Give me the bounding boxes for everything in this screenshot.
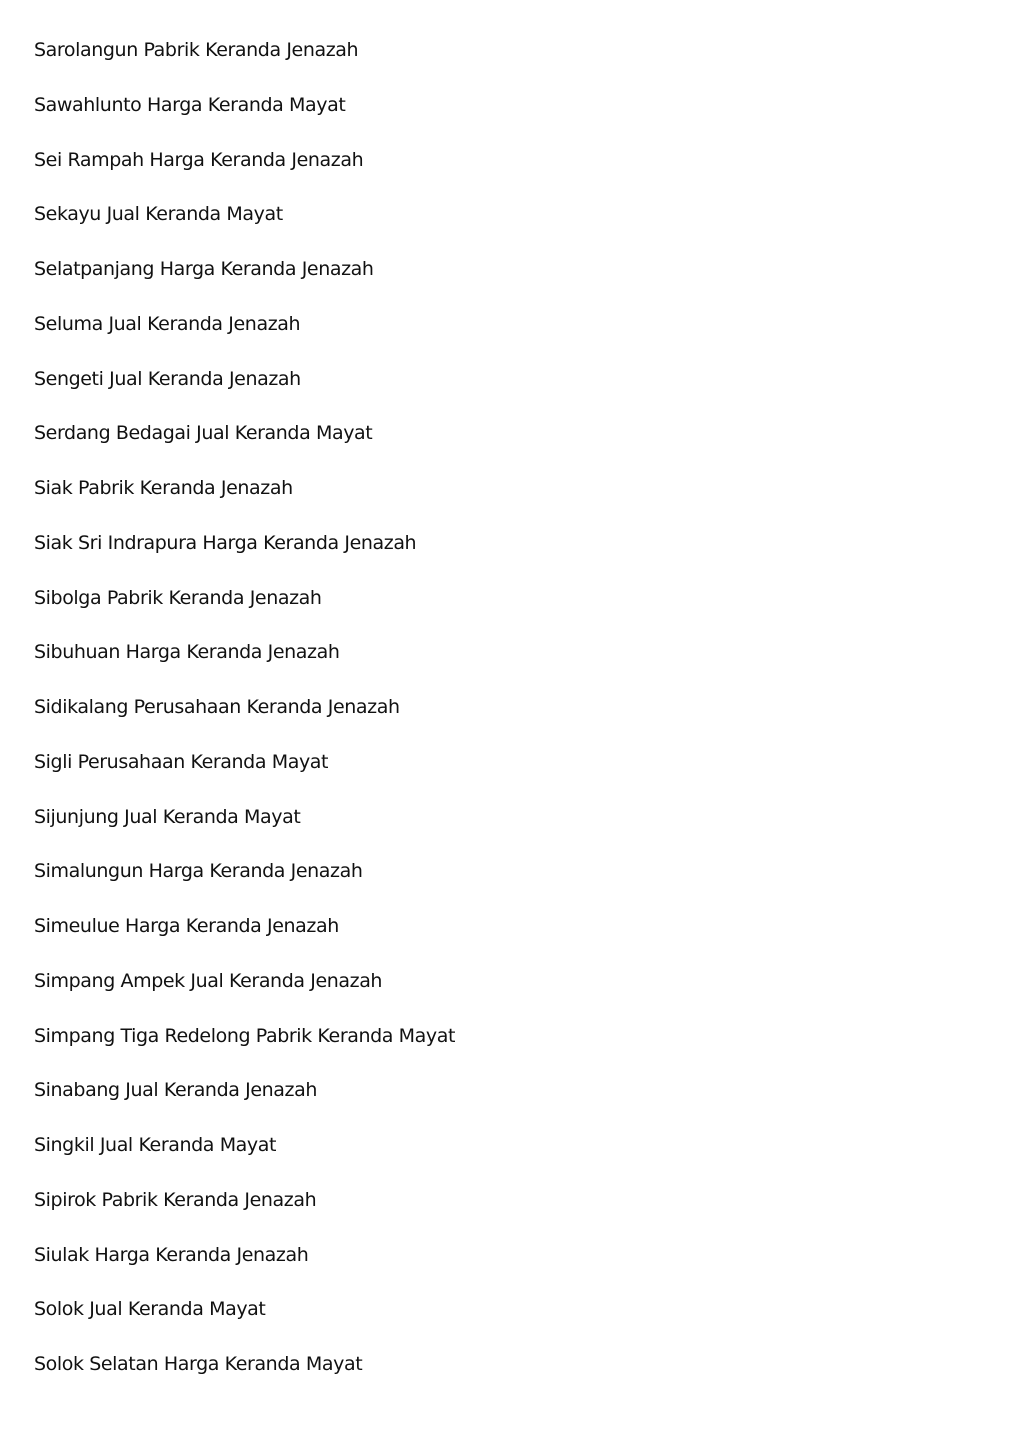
list-item: Solok Selatan Harga Keranda Mayat xyxy=(34,1353,363,1375)
list-item: Siak Pabrik Keranda Jenazah xyxy=(34,477,293,499)
list-item: Serdang Bedagai Jual Keranda Mayat xyxy=(34,422,373,445)
list-item: Simalungun Harga Keranda Jenazah xyxy=(34,860,363,883)
list-item: Sengeti Jual Keranda Jenazah xyxy=(34,367,301,390)
list-item: Simpang Ampek Jual Keranda Jenazah xyxy=(34,969,383,992)
list-item: Siak Sri Indrapura Harga Keranda Jenazah xyxy=(34,531,417,554)
list-item: Siulak Harga Keranda Jenazah xyxy=(34,1243,309,1266)
list-item: Simeulue Harga Keranda Jenazah xyxy=(34,915,339,937)
list-item: Singkil Jual Keranda Mayat xyxy=(34,1134,277,1156)
list-item: Sibuhuan Harga Keranda Jenazah xyxy=(34,641,340,664)
list-item: Sinabang Jual Keranda Jenazah xyxy=(34,1079,317,1102)
list-item: Sigli Perusahaan Keranda Mayat xyxy=(34,750,329,773)
list-item: Sekayu Jual Keranda Mayat xyxy=(34,203,283,226)
list-item: Sijunjung Jual Keranda Mayat xyxy=(34,805,301,828)
entry-list xyxy=(34,36,455,1405)
list-item: Simpang Tiga Redelong Pabrik Keranda Mayat xyxy=(34,1024,456,1047)
list-item: Sei Rampah Harga Keranda Jenazah xyxy=(34,148,364,171)
list-item: Solok Jual Keranda Mayat xyxy=(34,1298,266,1321)
list-item: Sibolga Pabrik Keranda Jenazah xyxy=(34,586,322,609)
list-item: Sipirok Pabrik Keranda Jenazah xyxy=(34,1188,317,1211)
list-item: Sawahlunto Harga Keranda Mayat xyxy=(34,93,346,116)
list-item: Selatpanjang Harga Keranda Jenazah xyxy=(34,258,374,280)
list-item: Sidikalang Perusahaan Keranda Jenazah xyxy=(34,696,400,718)
list-item: Seluma Jual Keranda Jenazah xyxy=(34,312,301,335)
list-item: Sarolangun Pabrik Keranda Jenazah xyxy=(34,39,359,61)
